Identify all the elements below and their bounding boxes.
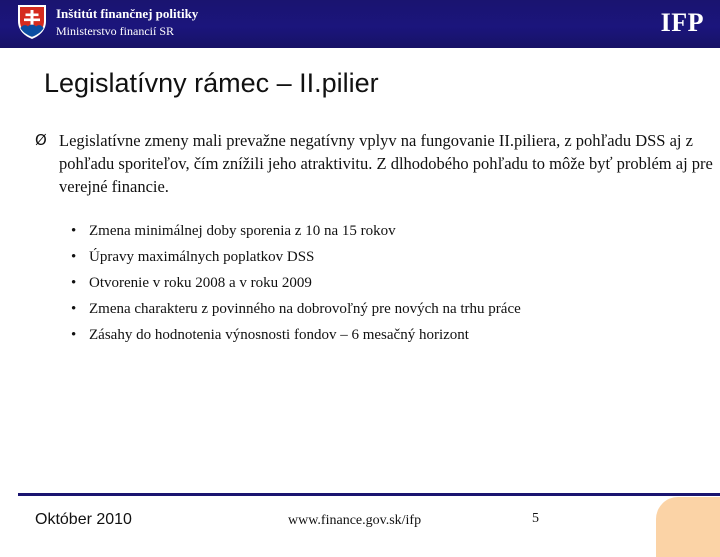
sub-point-list: [70, 221, 521, 351]
org-name: Inštitút finančnej politiky: [56, 6, 199, 21]
page-number: 5: [532, 511, 539, 526]
ministry-name: Ministerstvo financií SR: [56, 24, 174, 38]
sub-point-text: Otvorenie v roku 2008 a v roku 2009: [89, 275, 312, 291]
sub-point-text: Zásahy do hodnotenia výnosnosti fondov – 6 mesačný horizont: [89, 327, 469, 343]
sub-point-text: Zmena charakteru z povinného na dobrovoľný pre nových na trhu práce: [89, 301, 521, 317]
sub-point-text: Úpravy maximálnych poplatkov DSS: [89, 249, 315, 265]
ifp-logo: IFP: [660, 8, 704, 37]
footer-url: www.finance.gov.sk/ifp: [288, 513, 422, 528]
coat-of-arms-icon: [17, 4, 47, 40]
bullet-dot-icon: •: [71, 249, 77, 265]
list-item: [70, 221, 521, 247]
sub-point-text: Zmena minimálnej doby sporenia z 10 na 15 rokov: [89, 223, 396, 239]
list-item: [70, 325, 521, 351]
bullet-dot-icon: •: [71, 327, 77, 343]
footer-date: Október 2010: [35, 511, 132, 528]
main-point: [35, 129, 715, 198]
bullet-dot-icon: •: [71, 275, 77, 291]
bullet-dot-icon: •: [71, 223, 77, 239]
list-item: [70, 247, 521, 273]
arrow-bullet-icon: Ø: [35, 131, 47, 149]
footer-divider: [18, 493, 720, 496]
bullet-dot-icon: •: [71, 301, 77, 317]
corner-decoration: [656, 497, 720, 557]
main-point-text: Legislatívne zmeny mali prevažne negatívny vplyv na fungovanie II.piliera, z pohľadu DSS aj z pohľadu sporiteľov, čím znížili jeho atraktivitu. Z dlhodobého pohľadu to môže byť problém aj pre verejné financie.: [59, 131, 713, 196]
slide-title: Legislatívny rámec – II.pilier: [44, 68, 379, 98]
header-bar: [0, 0, 720, 48]
list-item: [70, 299, 521, 325]
list-item: [70, 273, 521, 299]
